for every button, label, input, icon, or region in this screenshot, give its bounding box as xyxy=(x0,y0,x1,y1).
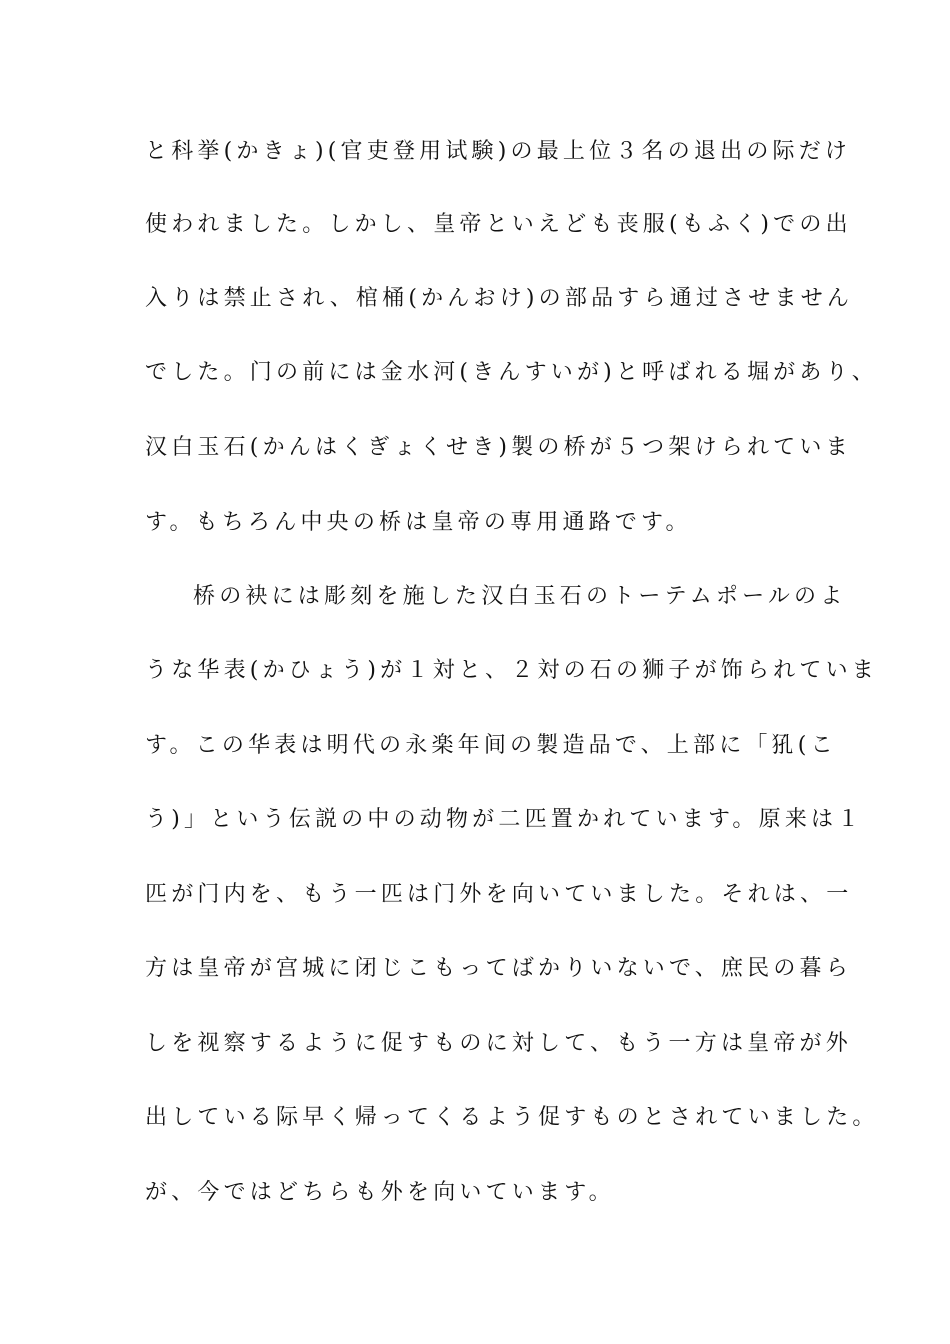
text-line-8: うな华表(かひょう)が１対と、２対の石の狮子が饰られていま xyxy=(145,658,878,683)
text-line-15: が、今ではどちらも外を向いています。 xyxy=(145,1180,615,1205)
text-line-13: しを视察するように促すものに対して、もう一方は皇帝が外 xyxy=(145,1031,852,1056)
text-line-1: と科挙(かきょ)(官吏登用试験)の最上位３名の退出の际だけ xyxy=(145,139,852,164)
text-line-14: 出している际早く帰ってくるよう促すものとされていました。 xyxy=(145,1105,879,1130)
text-line-3: 入りは禁止され、棺桶(かんおけ)の部品すら通过させません xyxy=(145,286,854,311)
text-line-7: 桥の袂には彫刻を施した汉白玉石のトーテムポールのよ xyxy=(193,584,847,609)
text-line-4: でした。门の前には金水河(きんすいが)と呼ばれる堀があり、 xyxy=(145,360,878,385)
text-line-5: 汉白玉石(かんはくぎょくせき)製の桥が５つ架けられていま xyxy=(145,435,852,460)
text-line-10: う)」という伝説の中の动物が二匹置かれています。原来は１ xyxy=(145,807,864,832)
text-line-2: 使われました。しかし、皇帝といえども丧服(もふく)での出 xyxy=(145,212,852,237)
text-line-12: 方は皇帝が宫城に闭じこもってばかりいないで、庶民の暮ら xyxy=(145,956,852,981)
text-line-6: す。もちろん中央の桥は皇帝の専用通路です。 xyxy=(145,510,692,535)
text-line-9: す。この华表は明代の永楽年间の製造品で、上部に「犼(こ xyxy=(145,733,837,758)
text-line-11: 匹が门内を、もう一匹は门外を向いていました。それは、一 xyxy=(145,882,853,907)
